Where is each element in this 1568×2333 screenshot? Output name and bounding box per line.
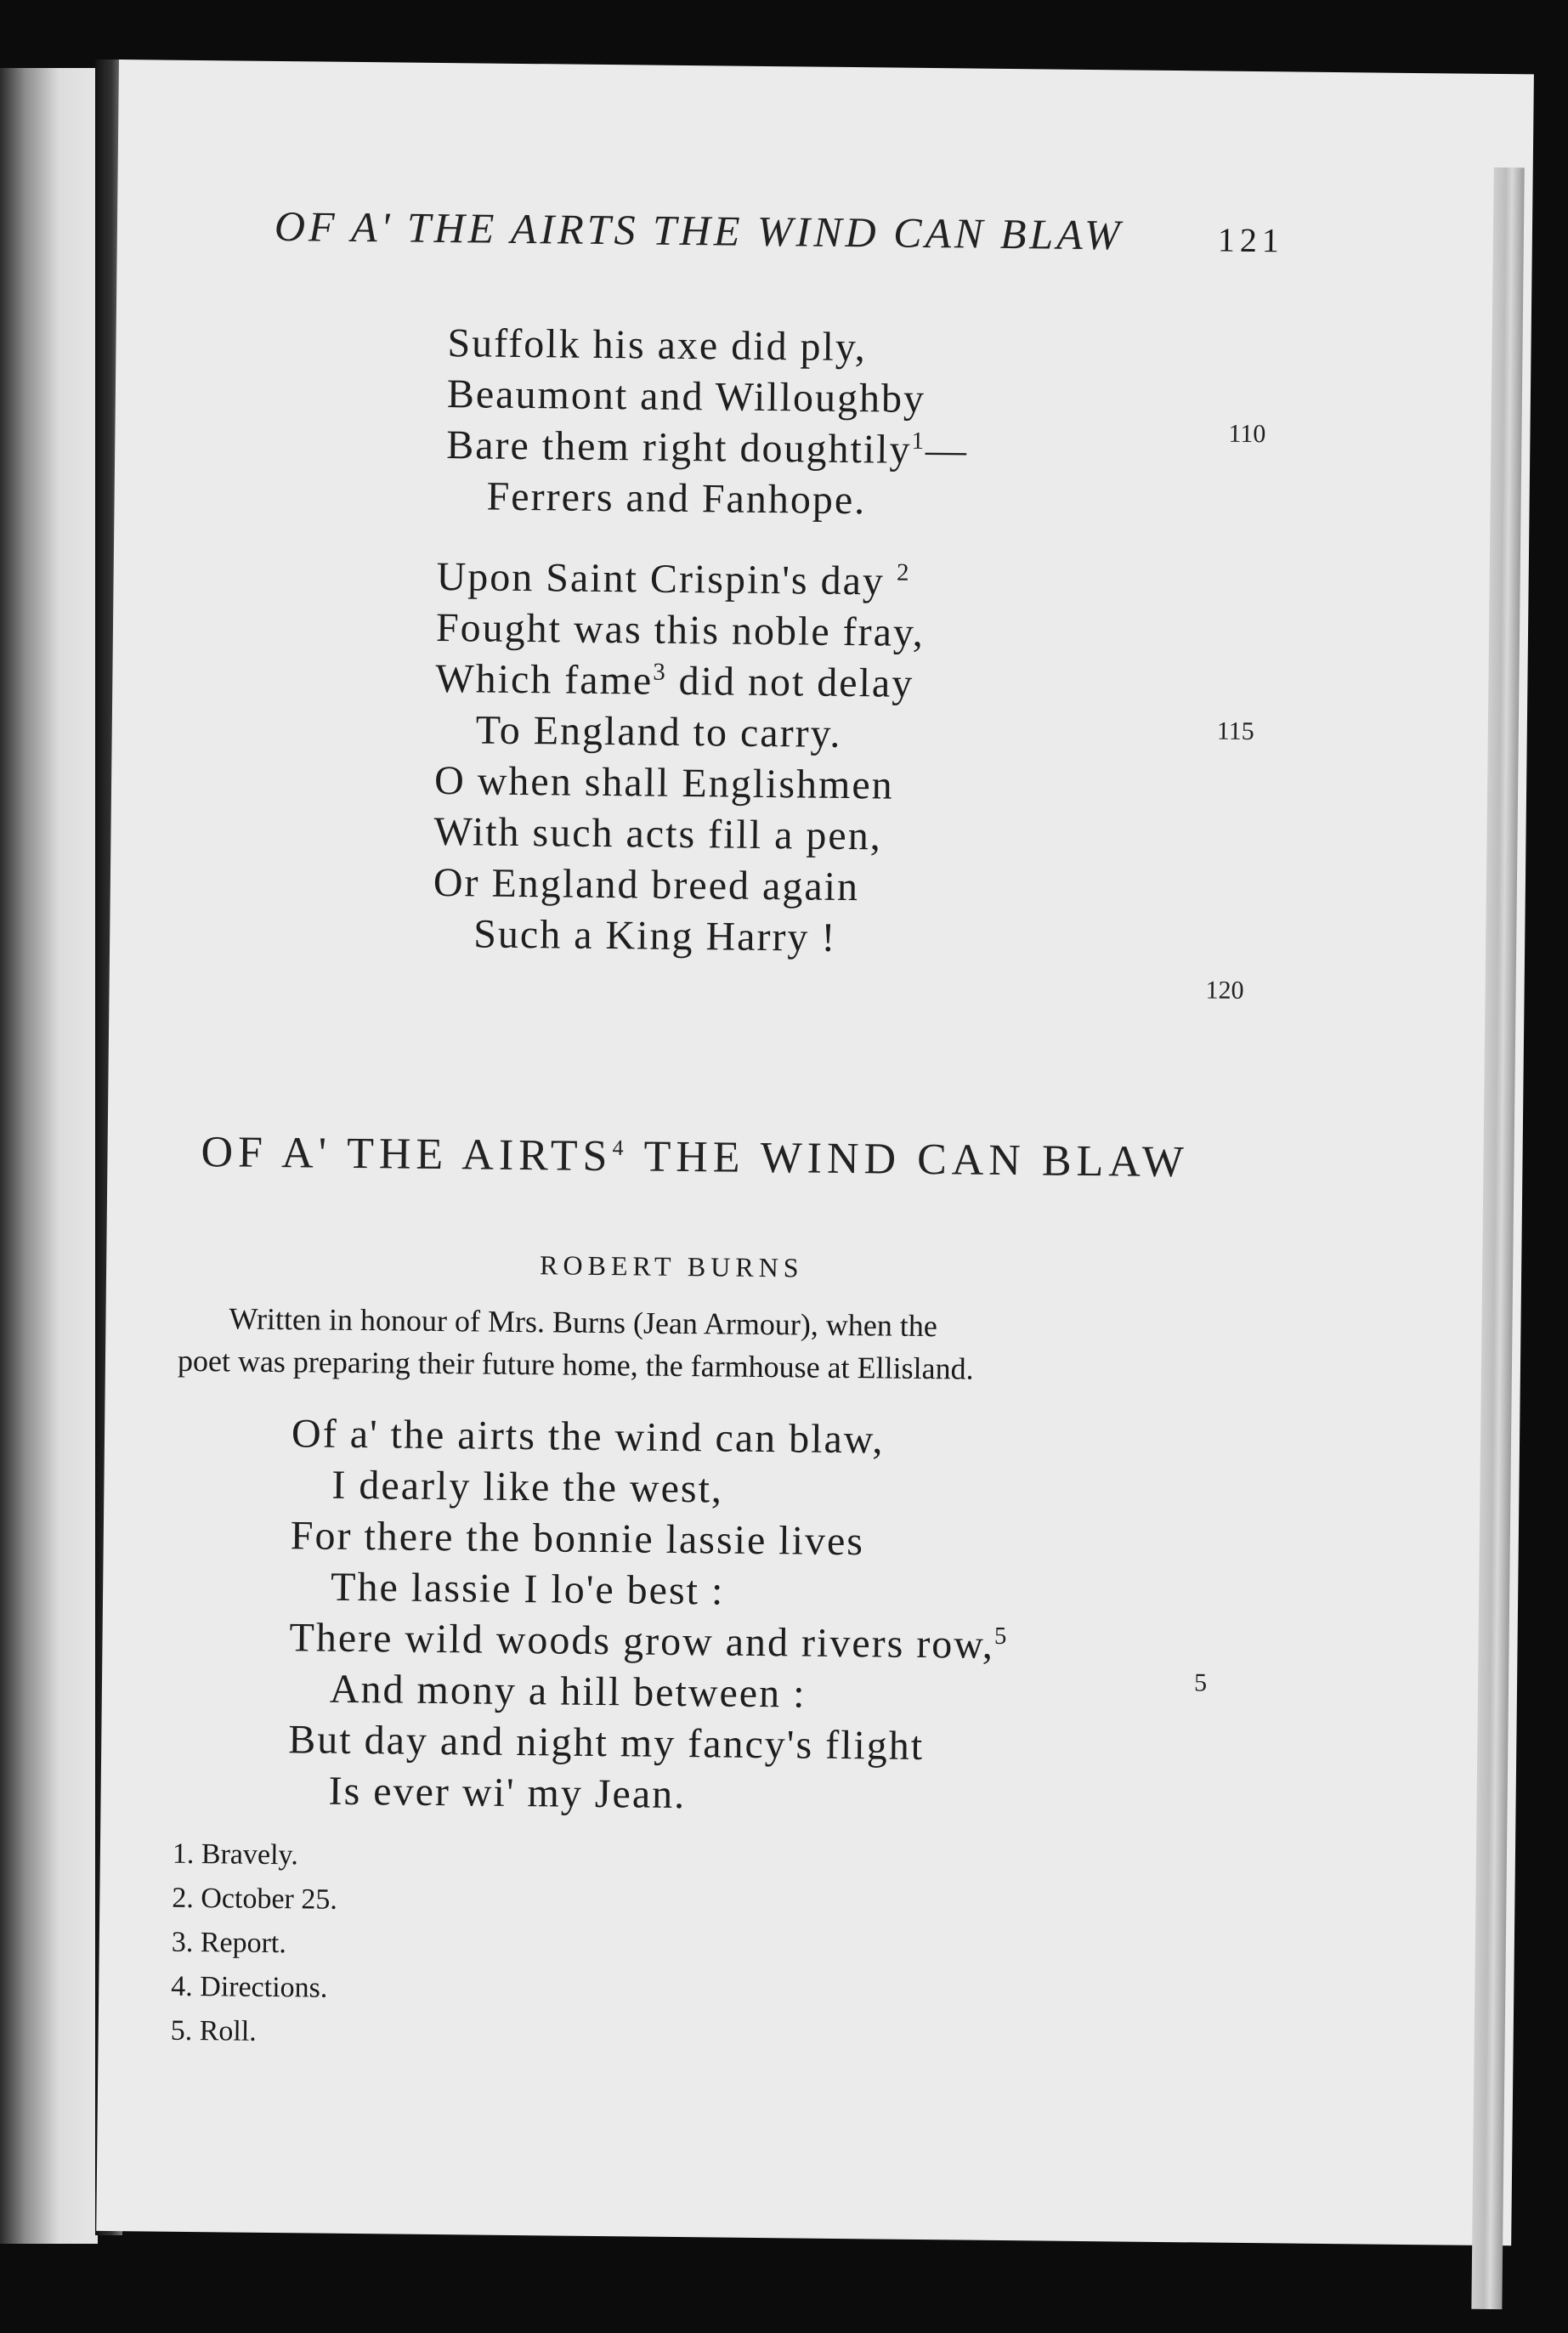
verse-line: O when shall Englishmen bbox=[433, 757, 894, 808]
footnote-ref: 5 bbox=[993, 1622, 1009, 1651]
footnote: 3. Report. bbox=[171, 1926, 287, 1960]
verse-line: Is ever wi' my Jean. bbox=[328, 1768, 687, 1818]
stanza-2 bbox=[433, 552, 926, 965]
verse-line: The lassie I lo'e best : bbox=[330, 1564, 725, 1614]
footnote-ref: 4 bbox=[612, 1135, 629, 1161]
line-number: 115 bbox=[1216, 716, 1254, 746]
footnote: 5. Roll. bbox=[170, 2014, 257, 2047]
line-number: 5 bbox=[1193, 1668, 1208, 1697]
footnote-ref: 1 bbox=[911, 427, 926, 455]
verse-line: Upon Saint Crispin's day $^2$ bbox=[436, 553, 911, 604]
verse-line: To England to carry. bbox=[475, 707, 842, 756]
left-page-edge bbox=[0, 68, 98, 2244]
footnotes bbox=[170, 1832, 337, 2055]
verse-line: For there the bonnie lassie lives bbox=[290, 1513, 865, 1565]
verse-line: And mony a hill between : bbox=[329, 1666, 807, 1717]
line-number: 120 bbox=[1205, 976, 1244, 1005]
book-page bbox=[96, 59, 1534, 2245]
footnote-ref: 3 bbox=[653, 658, 667, 686]
line-number: 110 bbox=[1228, 419, 1266, 449]
verse-line: Bare them right doughtily$^1$— bbox=[445, 422, 969, 473]
poem-intro bbox=[178, 1297, 1122, 1392]
verse-line: Or England breed again bbox=[433, 859, 860, 910]
poem-author: ROBERT BURNS bbox=[539, 1249, 804, 1283]
verse-line: Beaumont and Willoughby bbox=[446, 371, 926, 422]
poem-title: OF A' THE AIRTS$^4$ THE WIND CAN BLAW bbox=[201, 1128, 1190, 1187]
page-edge-stack bbox=[1471, 167, 1524, 2309]
verse-line: But day and night my fancy's flight bbox=[288, 1717, 925, 1770]
stanza-3 bbox=[287, 1408, 1010, 1824]
intro-line: poet was preparing their future home, the farmhouse at Ellisland. bbox=[177, 1343, 974, 1386]
page-number: 121 bbox=[1217, 220, 1285, 260]
stanza-1 bbox=[445, 318, 969, 527]
footnote: 2. October 25. bbox=[172, 1882, 338, 1916]
verse-line: Of a' the airts the wind can blaw, bbox=[291, 1411, 885, 1463]
running-head: OF A' THE AIRTS THE WIND CAN BLAW bbox=[274, 201, 1124, 259]
intro-line: Written in honour of Mrs. Burns (Jean Armour), when the bbox=[229, 1301, 938, 1344]
verse-line: I dearly like the west, bbox=[331, 1462, 724, 1512]
footnote-ref: 2 bbox=[896, 558, 911, 586]
footnote: 4. Directions. bbox=[171, 1970, 328, 2004]
verse-line: Ferrers and Fanhope. bbox=[486, 473, 867, 524]
verse-line: With such acts fill a pen, bbox=[433, 808, 883, 859]
verse-line: Fought was this noble fray, bbox=[435, 604, 926, 655]
verse-line: Suffolk his axe did ply, bbox=[447, 320, 868, 371]
footnote: 1. Bravely. bbox=[172, 1838, 299, 1871]
verse-line: Which fame$^3$ did not delay bbox=[435, 655, 914, 706]
verse-line: There wild woods grow and rivers row,$^5$ bbox=[289, 1615, 1009, 1668]
verse-line: Such a King Harry ! bbox=[473, 911, 837, 960]
